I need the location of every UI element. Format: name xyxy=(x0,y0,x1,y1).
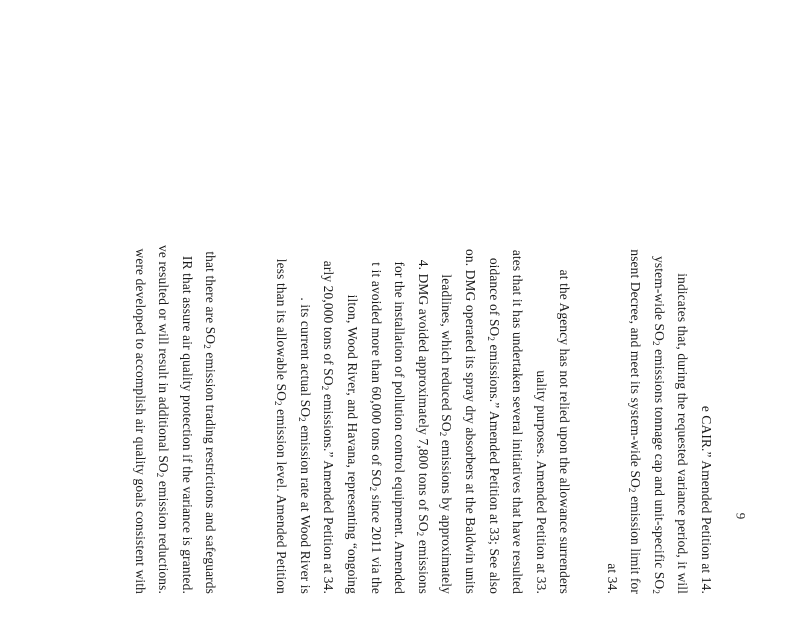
text-line xyxy=(651,256,667,594)
text-segment: oidance of SO xyxy=(486,257,502,337)
text-segment: nsent Decree, and meet its system-wide SO xyxy=(628,249,644,488)
text-line xyxy=(415,260,431,594)
text-segment: 4. DMG avoided approximately 7,800 tons of SO xyxy=(415,259,431,532)
text-line xyxy=(533,370,549,594)
subscript: 2 xyxy=(485,336,496,342)
text-segment: arly 20,000 tons of SO xyxy=(321,260,337,386)
text-segment: emission reductions. xyxy=(156,477,172,594)
text-segment: less than its allowable SO xyxy=(274,258,290,402)
text-segment: ates that it has undertaken several initiatives that have resulted xyxy=(510,249,526,594)
text-line xyxy=(202,251,218,594)
text-line xyxy=(320,261,336,594)
text-line xyxy=(556,270,572,594)
subscript: 2 xyxy=(202,344,213,349)
text-line xyxy=(344,295,360,594)
text-segment: on. DMG operated its spray dry absorbers at the Baldwin units xyxy=(463,249,478,594)
text-line xyxy=(273,259,289,594)
subscript: 2 xyxy=(438,431,449,437)
text-segment: indicates that, during the requested variance period, it will xyxy=(675,273,691,594)
text-line xyxy=(674,273,690,594)
text-segment: emissions by approximately xyxy=(439,436,455,594)
text-line xyxy=(604,563,620,594)
text-segment: emission trading restrictions and safeguards xyxy=(203,348,219,594)
subscript: 2 xyxy=(627,487,638,493)
subscript: 2 xyxy=(650,340,661,346)
text-line xyxy=(627,249,643,594)
subscript: 2 xyxy=(155,472,166,478)
text-line xyxy=(368,262,384,594)
text-segment: emissions tonnage cap and unit-specific SO xyxy=(651,345,667,590)
text-segment: were developed to accomplish air quality goals consistent with xyxy=(132,248,148,594)
text-segment: emissions.” Amended Petition at 33; See also xyxy=(486,341,502,594)
text-line xyxy=(132,249,148,594)
text-segment: at 34. xyxy=(604,563,620,594)
subscript: 2 xyxy=(320,385,331,391)
text-segment: leadlines, which reduced SO xyxy=(439,274,455,432)
text-segment: ve resulted or will result in additional SO xyxy=(156,245,172,473)
subscript: 2 xyxy=(650,589,661,594)
text-line xyxy=(698,406,714,594)
text-segment: emission limit for xyxy=(628,492,644,594)
text-segment: t it avoided more than 60,000 tons of SO xyxy=(368,262,384,487)
text-line xyxy=(179,256,195,594)
text-line xyxy=(438,274,454,594)
text-segment: that there are SO xyxy=(203,251,219,345)
subscript: 2 xyxy=(414,531,425,537)
text-line xyxy=(486,258,502,594)
text-segment: ilton, Wood River, and Havana, representing “ongoing xyxy=(345,294,360,594)
text-line xyxy=(155,245,171,594)
text-segment: IR that assure air quality protection if the variance is granted. xyxy=(179,255,195,594)
text-line xyxy=(462,249,478,594)
text-line xyxy=(297,297,313,594)
text-segment: uality purposes. Amended Petition at 33. xyxy=(533,370,549,594)
text-segment: ystem-wide SO xyxy=(651,256,667,341)
subscript: 2 xyxy=(273,401,284,406)
text-segment: . its current actual SO xyxy=(297,297,313,418)
text-segment: for the installation of pollution control equipment. Amended xyxy=(392,261,408,594)
subscript: 2 xyxy=(367,486,378,492)
text-segment: emissions xyxy=(415,536,431,594)
text-segment: e CAIR.” Amended Petition at 14. xyxy=(699,405,714,594)
subscript: 2 xyxy=(296,417,307,422)
text-segment: since 2011 via the xyxy=(368,491,384,594)
text-line xyxy=(509,250,525,594)
text-segment: at the Agency has not relied upon the allowance surrenders xyxy=(557,269,573,594)
text-segment: emissions.” Amended Petition at 34. xyxy=(321,390,337,594)
text-segment: emission rate at Wood River is xyxy=(297,421,313,594)
text-segment: emission level. Amended Petition xyxy=(274,405,290,594)
text-line xyxy=(391,261,407,594)
page-number: 9 xyxy=(733,512,749,520)
